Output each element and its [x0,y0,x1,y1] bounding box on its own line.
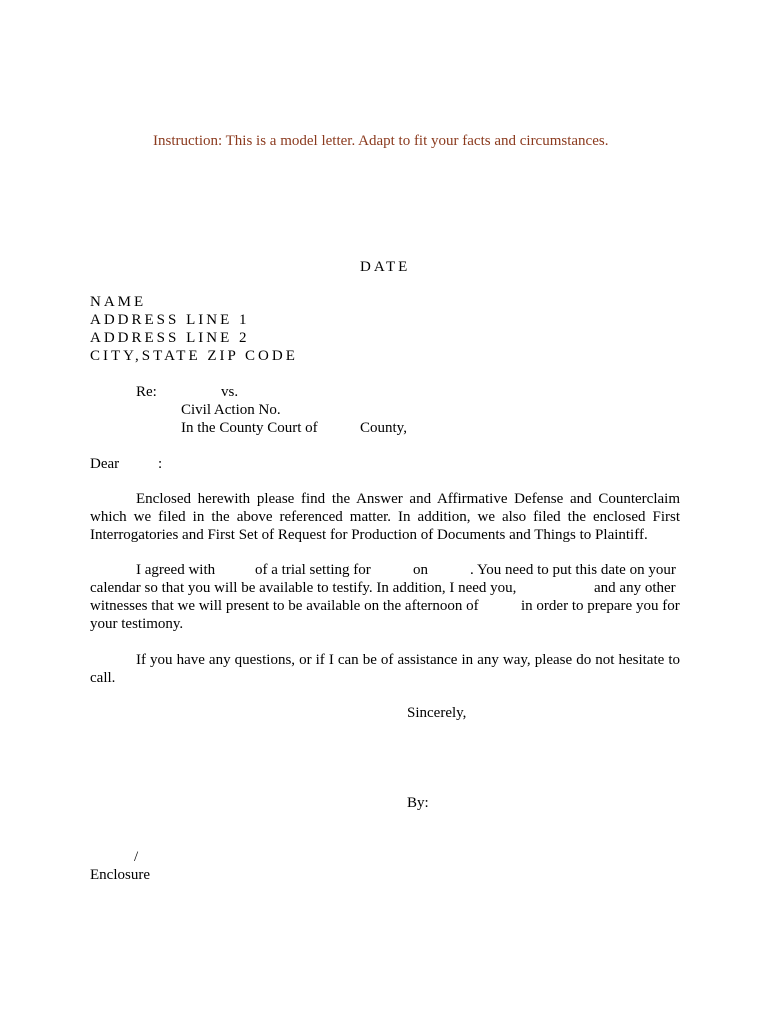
paragraph-questions [90,651,680,687]
recipient-address-line-2: ADDRESS LINE 2 [90,330,250,346]
recipient-address-line-1: ADDRESS LINE 1 [90,312,250,328]
versus-text: vs. [221,384,239,400]
instruction-note: Instruction: This is a model letter. Adapt to fit your facts and circumstances. [153,133,609,149]
re-label: Re: [136,384,157,400]
initials-separator: / [134,849,139,865]
signature-by-label: By: [407,795,429,811]
paragraph-1-line-3: Interrogatories and First Set of Request for Production of Documents and Things to Plaintiff. [90,527,648,543]
paragraph-2-line-4: your testimony. [90,616,184,632]
recipient-city-state-zip: CITY,STATE ZIP CODE [90,348,298,364]
salutation-colon: : [158,456,163,472]
date-placeholder: DATE [360,259,411,275]
paragraph-2-on: on [413,562,428,578]
paragraph-2-trial-setting: of a trial setting for [255,562,371,578]
paragraph-2-any-other: and any other [594,580,676,596]
county-text: County, [360,420,407,436]
enclosure-label: Enclosure [90,867,150,883]
paragraph-1-line-1: Enclosed herewith please find the Answer and Affirmative Defense and Counterclaim [136,491,680,507]
paragraph-2-agreed-with: I agreed with [136,562,216,578]
paragraph-3-line-1: If you have any questions, or if I can be of assistance in any way, please do not hesitate to [136,652,680,668]
recipient-name: NAME [90,294,147,310]
civil-action-number: Civil Action No. [181,402,281,418]
paragraph-3-line-2: call. [90,670,116,686]
paragraph-1-line-2: which we filed in the above referenced matter. In addition, we also filed the enclosed First [90,509,680,525]
salutation-dear: Dear [90,456,120,472]
paragraph-2-put-date: . You need to put this date on your [470,562,676,578]
closing-sincerely: Sincerely, [407,705,467,721]
paragraph-2-line-3: witnesses that we will present to be available on the afternoon of [90,598,479,614]
paragraph-enclosures [90,490,680,544]
county-court-text: In the County Court of [181,420,318,436]
paragraph-2-prepare: in order to prepare you for [521,598,680,614]
paragraph-2-line-2: calendar so that you will be available to testify. In addition, I need you, [90,580,517,596]
